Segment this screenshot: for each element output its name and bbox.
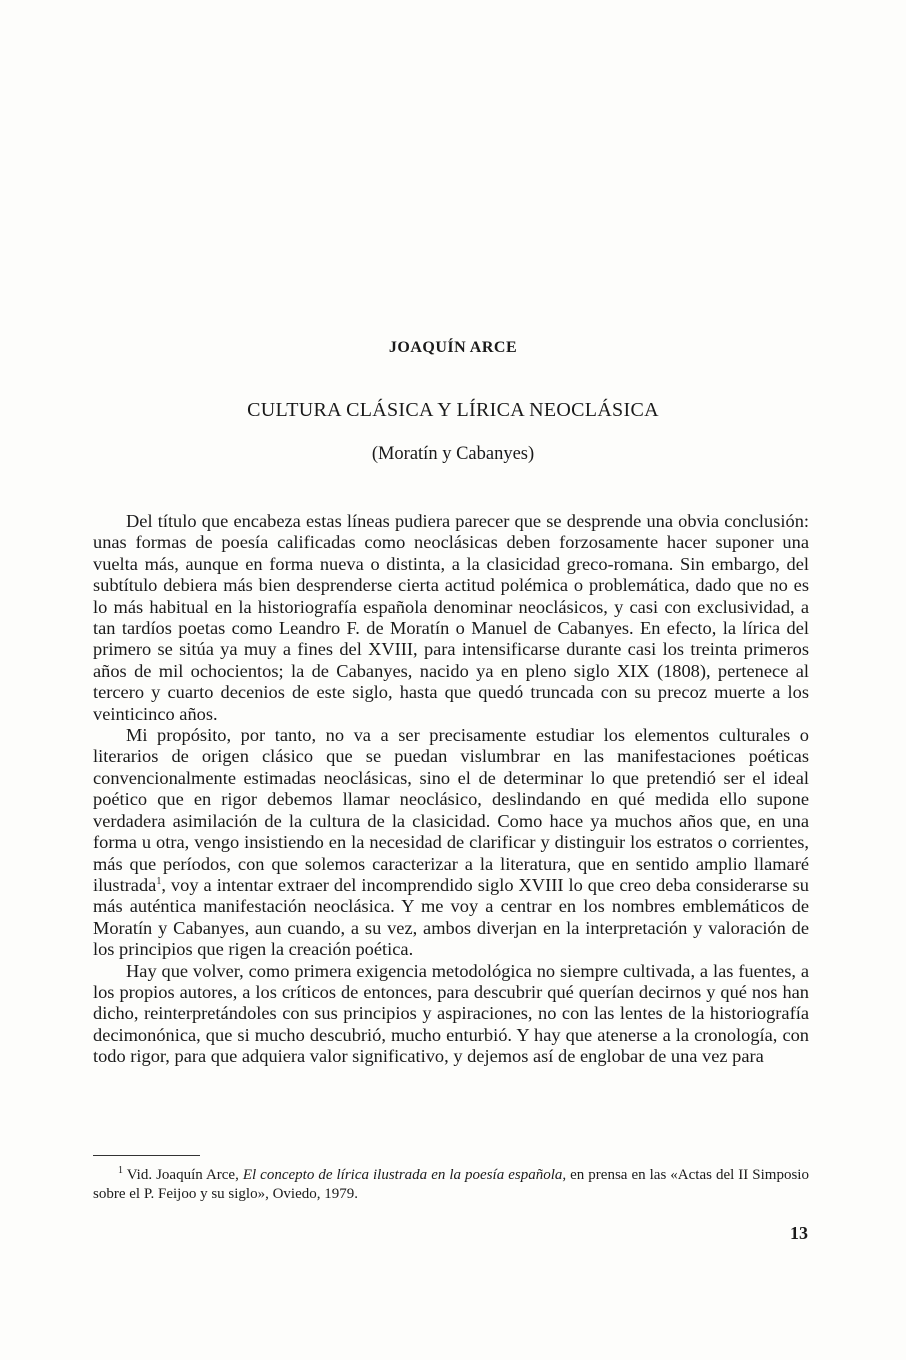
footnote-text-b: en prensa en las «Actas del II Simposio sobre el P. Feijoo y su siglo», Oviedo, 1979.	[93, 1167, 809, 1202]
paragraph-3: Hay que volver, como primera exigencia metodológica no siempre cultivada, a las fuentes, a los propios autores, a los críticos de entonces, para descubrir qué querían decirnos y qué nos han dicho, reinterpretándoles con sus principios y aspiraciones, no con las lentes de la historiografía decimonónica, que si mucho descubrió, mucho enturbió. Y hay que atenerse a la cronología, con todo rigor, para que adquiera valor significativo, y dejemos así de englobar de una vez para	[93, 960, 809, 1067]
article-subtitle: (Moratín y Cabanyes)	[371, 444, 535, 464]
footnote-cited-title: El concepto de lírica ilustrada en la poesía española,	[242, 1167, 567, 1183]
article-body	[93, 511, 809, 1068]
paragraph-1: Del título que encabeza estas líneas pudiera parecer que se desprende una obvia conclusión: unas formas de poesía calificadas como neoclásicas deben forzosamente hacer suponer una vuelta más, aunque en forma nueva o distinta, a la clasicidad greco-romana. Sin embargo, del subtítulo debiera más bien desprenderse cierta actitud polémica o problemática, dado que no es lo más habitual en la historiografía española denominar neoclásicos, y casi con exclusividad, a tan tardíos poetas como Leandro F. de Moratín o Manuel de Cabanyes. En efecto, la lírica del primero se sitúa ya muy a fines del XVIII, para intensificarse durante casi los treinta primeros años de mil ochocientos; la de Cabanyes, nacido ya en pleno siglo XIX (1808), pertenece al tercero y cuarto decenios de este siglo, hasta que quedó truncada con su precoz muerte a los veinticinco años.	[93, 511, 809, 724]
paragraph-2-text-b: , voy a intentar extraer del incomprendido siglo XVIII lo que creo deba considerarse su más auténtica manifestación neoclásica. Y me voy a centrar en los nombres emblemáticos de Moratín y Cabanyes, aun cuando, a su vez, ambos diverjan en la interpretación y valoración de los principios que rigen la creación poética.	[93, 874, 809, 960]
footnote-number: 1	[118, 1165, 123, 1176]
paragraph-2	[93, 725, 809, 960]
paragraph-2-text-a: Mi propósito, por tanto, no va a ser precisamente estudiar los elementos culturales o literarios de origen clásico que se puedan vislumbrar en las manifestaciones poéticas convencionalmente estimadas neoclásicas, sino el de determinar lo que pretendió ser el ideal poético que en rigor debemos llamar neoclásico, deslindando en qué medida ello supone verdadera asimilación de la cultura de la clasicidad. Como hace ya muchos años que, en una forma u otra, vengo insistiendo en la necesidad de clarificar y distinguir los estratos o corrientes, más que períodos, con que solemos caracterizar a la literatura, que en sentido amplio llamaré ilustrada	[93, 725, 809, 895]
footnote-text-a: Vid. Joaquín Arce,	[123, 1167, 243, 1183]
author-name: JOAQUÍN ARCE	[388, 339, 518, 356]
footnote-reference: 1	[156, 875, 162, 887]
footnote	[93, 1166, 809, 1204]
article-title: CULTURA CLÁSICA Y LÍRICA NEOCLÁSICA	[247, 399, 659, 421]
page-number: 13	[790, 1223, 808, 1243]
footnote-divider	[93, 1155, 200, 1156]
